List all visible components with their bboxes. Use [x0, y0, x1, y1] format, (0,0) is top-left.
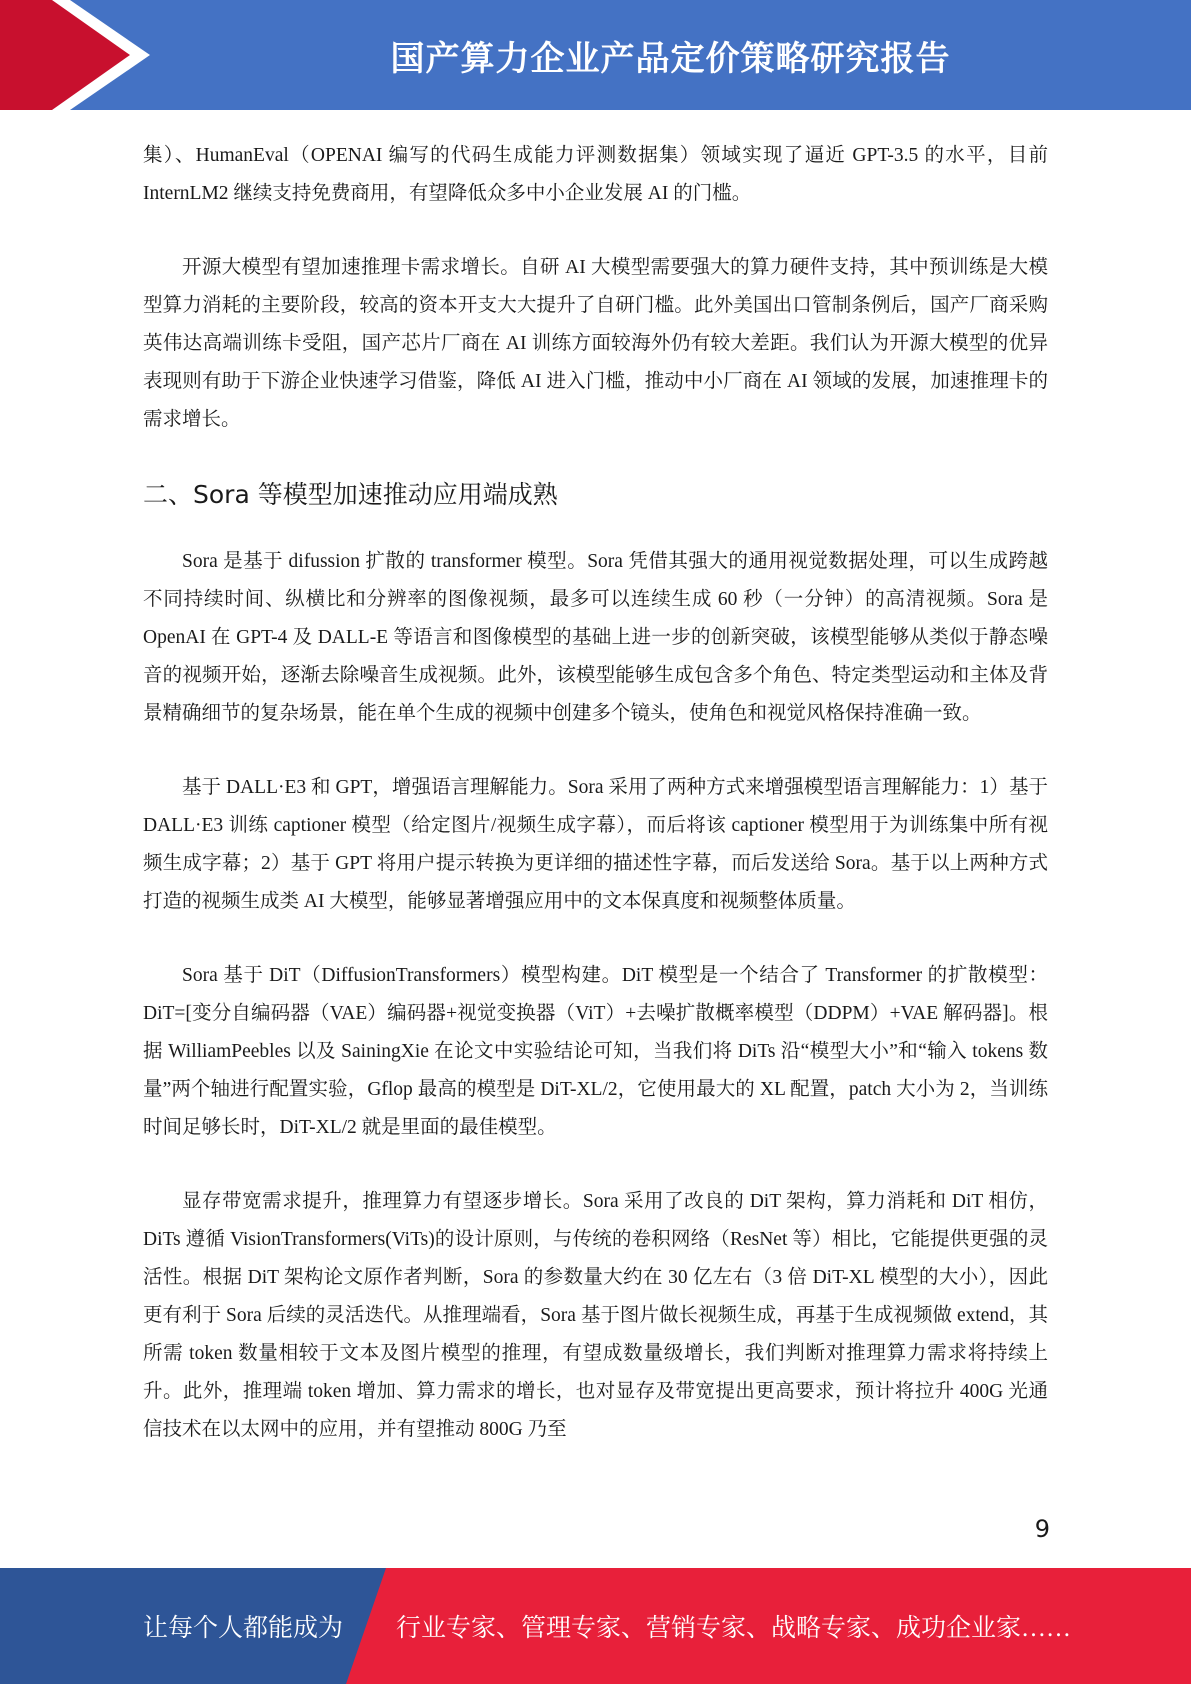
report-title: 国产算力企业产品定价策略研究报告: [390, 38, 951, 79]
paragraph-memory-bandwidth: 显存带宽需求提升，推理算力有望逐步增长。Sora 采用了改良的 DiT 架构，算力消耗和 DiT 相仿，DiTs 遵循 VisionTransformers(ViTs)的设计原则，与传统的卷积网络（ResNet 等）相比，它能提供更强的灵活性。根据 DiT 架构论文原作者判断，Sora 的参数量大约在 30 亿左右（3 倍 DiT-XL 模型的大小），因此更有利于 Sora 后续的灵活迭代。从推理端看，Sora 基于图片做长视频生成，再基于生成视频做 extend，其所需 token 数量相较于文本及图片模型的推理，有望成数量级增长，我们判断对推理算力需求将持续上升。此外，推理端 token 增加、算力需求的增长，也对显存及带宽提出更高要求，预计将拉升 400G 光通信技术在以太网中的应用，并有望推动 800G 乃至: [143, 1191, 1048, 1440]
paragraph-intro-continuation: 集）、HumanEval（OPENAI 编写的代码生成能力评测数据集）领域实现了逼近 GPT-3.5 的水平，目前 InternLM2 继续支持免费商用，有望降低众多中小企业发展 AI 的门槛。: [143, 145, 1048, 204]
paragraph-opensource: 开源大模型有望加速推理卡需求增长。自研 AI 大模型需要强大的算力硬件支持，其中预训练是大模型算力消耗的主要阶段，较高的资本开支大大提升了自研门槛。此外美国出口管制条例后，国产厂商采购英伟达高端训练卡受阻，国产芯片厂商在 AI 训练方面较海外仍有较大差距。我们认为开源大模型的优异表现则有助于下游企业快速学习借鉴，降低 AI 进入门槛，推动中小厂商在 AI 领域的发展，加速推理卡的需求增长。: [143, 257, 1048, 430]
page-footer: [0, 1568, 1191, 1684]
footer-slogan-left: 让每个人都能成为: [143, 1615, 344, 1642]
paragraph-dit: Sora 基于 DiT（DiffusionTransformers）模型构建。DiT 模型是一个结合了 Transformer 的扩散模型：DiT=[变分自编码器（VAE）编码器+视觉变换器（ViT）+去噪扩散概率模型（DDPM）+VAE 解码器]。根据 WilliamPeebles 以及 SainingXie 在论文中实验结论可知，当我们将 DiTs 沿“模型大小”和“输入 tokens 数量”两个轴进行配置实验，Gflop 最高的模型是 DiT-XL/2，它使用最大的 XL 配置，patch 大小为 2，当训练时间足够长时，DiT-XL/2 就是里面的最佳模型。: [143, 965, 1048, 1138]
paragraph-dalle-gpt: 基于 DALL·E3 和 GPT，增强语言理解能力。Sora 采用了两种方式来增强模型语言理解能力：1）基于 DALL·E3 训练 captioner 模型（给定图片/视频生成字幕），而后将该 captioner 模型用于为训练集中所有视频生成字幕；2）基于 GPT 将用户提示转换为更详细的描述性字幕，而后发送给 Sora。基于以上两种方式打造的视频生成类 AI 大模型，能够显著增强应用中的文本保真度和视频整体质量。: [143, 777, 1048, 912]
page-number: 9: [1034, 1515, 1050, 1543]
footer-slogan-right: 行业专家、管理专家、营销专家、战略专家、成功企业家……: [396, 1615, 1072, 1642]
section-heading: 二、Sora 等模型加速推动应用端成熟: [143, 480, 558, 509]
document-body: [143, 137, 1048, 1485]
header-arrow-decoration: [0, 0, 160, 110]
paragraph-sora-model: Sora 是基于 difussion 扩散的 transformer 模型。Sora 凭借其强大的通用视觉数据处理，可以生成跨越不同持续时间、纵横比和分辨率的图像视频，最多可以连续生成 60 秒（一分钟）的高清视频。Sora 是 OpenAI 在 GPT-4 及 DALL-E 等语言和图像模型的基础上进一步的创新突破，该模型能够从类似于静态噪音的视频开始，逐渐去除噪音生成视频。此外，该模型能够生成包含多个角色、特定类型运动和主体及背景精确细节的复杂场景，能在单个生成的视频中创建多个镜头，使角色和视觉风格保持准确一致。: [143, 551, 1048, 724]
page-header: [0, 0, 1191, 110]
